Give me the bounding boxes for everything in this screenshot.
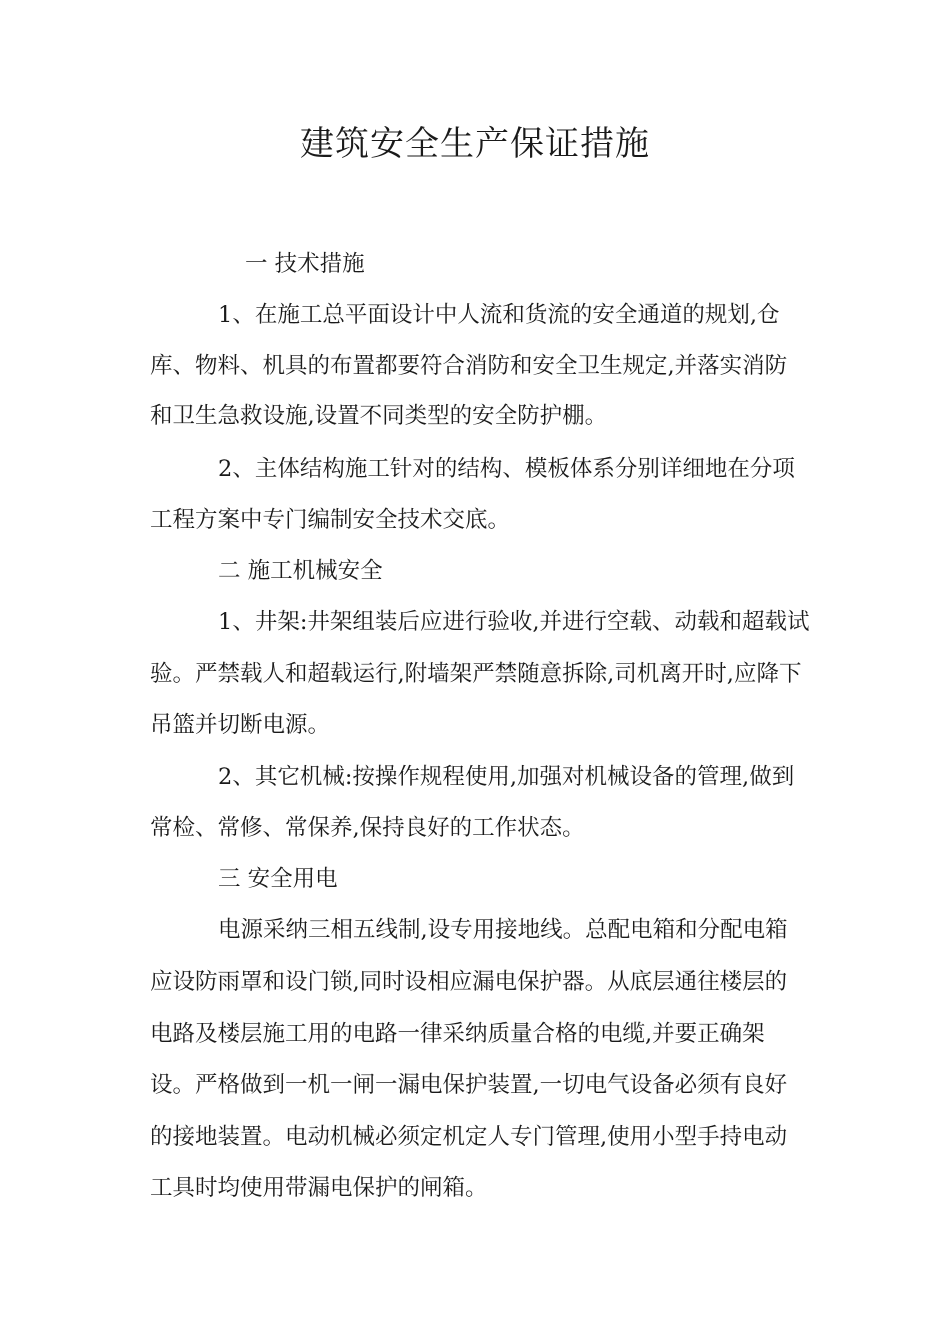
paragraph-line: 的接地装置。电动机械必须定机定人专门管理,使用小型手持电动 <box>150 1124 788 1150</box>
paragraph-line: 和卫生急救设施,设置不同类型的安全防护棚。 <box>150 403 608 429</box>
paragraph-line: 1、在施工总平面设计中人流和货流的安全通道的规划,仓 <box>218 302 780 328</box>
paragraph-line: 2、主体结构施工针对的结构、模板体系分别详细地在分项 <box>218 456 795 482</box>
paragraph-line: 吊篮并切断电源。 <box>150 712 331 738</box>
section-heading-electrical-safety: 三 安全用电 <box>218 866 338 892</box>
section-heading-machinery-safety: 二 施工机械安全 <box>218 558 383 584</box>
paragraph-line: 工程方案中专门编制安全技术交底。 <box>150 507 511 533</box>
paragraph-line: 电源采纳三相五线制,设专用接地线。总配电箱和分配电箱 <box>218 917 788 943</box>
paragraph-line: 2、其它机械:按操作规程使用,加强对机械设备的管理,做到 <box>218 764 795 790</box>
paragraph-line: 电路及楼层施工用的电路一律采纳质量合格的电缆,并要正确架 <box>150 1021 765 1047</box>
paragraph-line: 库、物料、机具的布置都要符合消防和安全卫生规定,并落实消防 <box>150 353 788 379</box>
section-heading-technical-measures: 一 技术措施 <box>245 251 365 277</box>
paragraph-line: 常检、常修、常保养,保持良好的工作状态。 <box>150 815 585 841</box>
paragraph-line: 应设防雨罩和设门锁,同时设相应漏电保护器。从底层通往楼层的 <box>150 969 788 995</box>
paragraph-line: 设。严格做到一机一闸一漏电保护装置,一切电气设备必须有良好 <box>150 1072 788 1098</box>
document-title: 建筑安全生产保证措施 <box>300 124 650 164</box>
paragraph-line: 工具时均使用带漏电保护的闸箱。 <box>150 1175 488 1201</box>
paragraph-line: 验。严禁载人和超载运行,附墙架严禁随意拆除,司机离开时,应降下 <box>150 661 802 687</box>
paragraph-line: 1、井架:井架组装后应进行验收,并进行空载、动载和超载试 <box>218 609 810 635</box>
